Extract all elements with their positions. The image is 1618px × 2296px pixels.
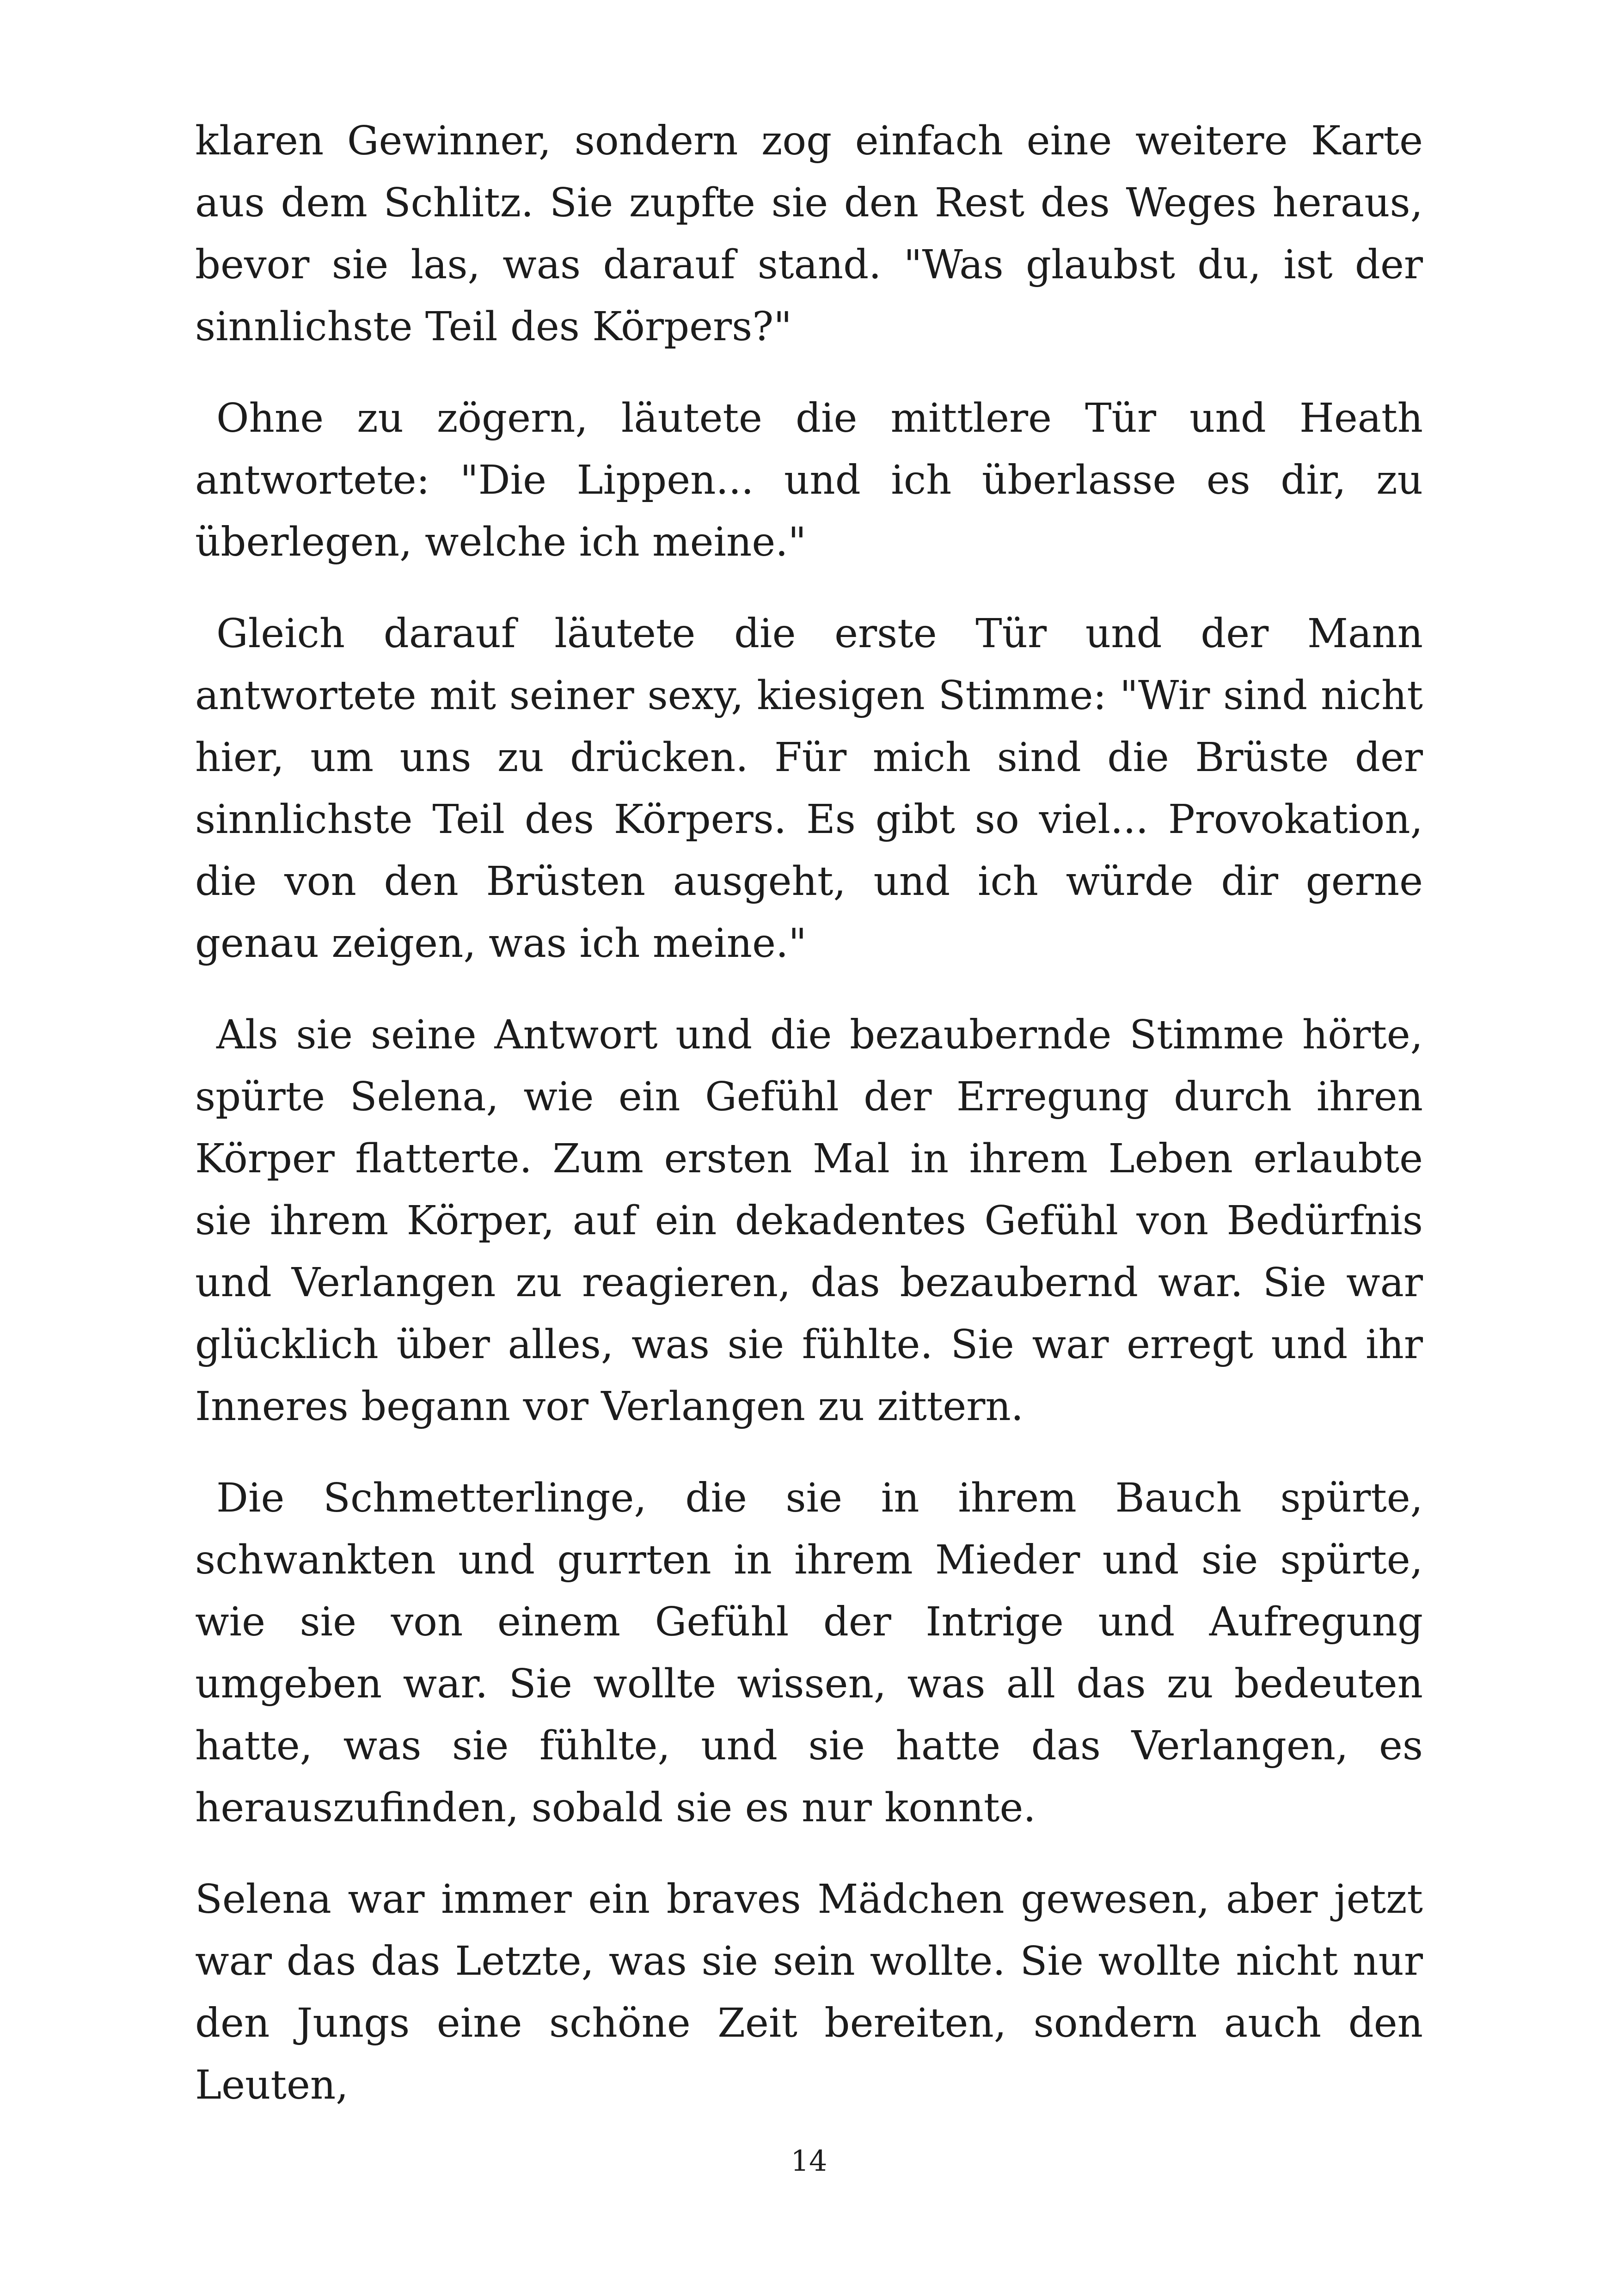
paragraph-5: Die Schmetterlinge, die sie in ihrem Bauch spürte, schwankten und gurrten in ihrem Mieder und sie spürte, wie sie von einem Gefühl der Intrige und Aufregung umgeben war. Sie wollte wissen, was all das zu bedeuten hatte, was sie fühlte, und sie hatte das Verlangen, es herauszufinden, sobald sie es nur konnte. [195, 1475, 1423, 1831]
paragraph-3: Gleich darauf läutete die erste Tür und der Mann antwortete mit seiner sexy, kiesigen Stimme: "Wir sind nicht hier, um uns zu drücken. Für mich sind die Brüste der sinnlichste Teil des Körpers. Es gibt so viel... Provokation, die von den Brüsten ausgeht, und ich würde dir gerne genau zeigen, was ich meine." [195, 611, 1423, 967]
paragraph-4: Als sie seine Antwort und die bezaubernde Stimme hörte, spürte Selena, wie ein Gefühl der Erregung durch ihren Körper flatterte. Zum ersten Mal in ihrem Leben erlaubte sie ihrem Körper, auf ein dekadentes Gefühl von Bedürfnis und Verlangen zu reagieren, das bezaubernd war. Sie war glücklich über alles, was sie fühlte. Sie war erregt und ihr Inneres begann vor Verlangen zu zittern. [195, 1012, 1423, 1430]
page-body [195, 110, 1423, 2146]
paragraph-1: klaren Gewinner, sondern zog einfach eine weitere Karte aus dem Schlitz. Sie zupfte sie den Rest des Weges heraus, bevor sie las, was darauf stand. "Was glaubst du, ist der sinnlichste Teil des Körpers?" [195, 118, 1423, 350]
paragraph-6: Selena war immer ein braves Mädchen gewesen, aber jetzt war das das Letzte, was sie sein wollte. Sie wollte nicht nur den Jungs eine schöne Zeit bereiten, sondern auch den Leuten, [195, 1876, 1423, 2108]
paragraph-2: Ohne zu zögern, läutete die mittlere Tür und Heath antwortete: "Die Lippen... und ich überlasse es dir, zu überlegen, welche ich meine." [195, 395, 1423, 565]
page-number: 14 [791, 2144, 827, 2178]
